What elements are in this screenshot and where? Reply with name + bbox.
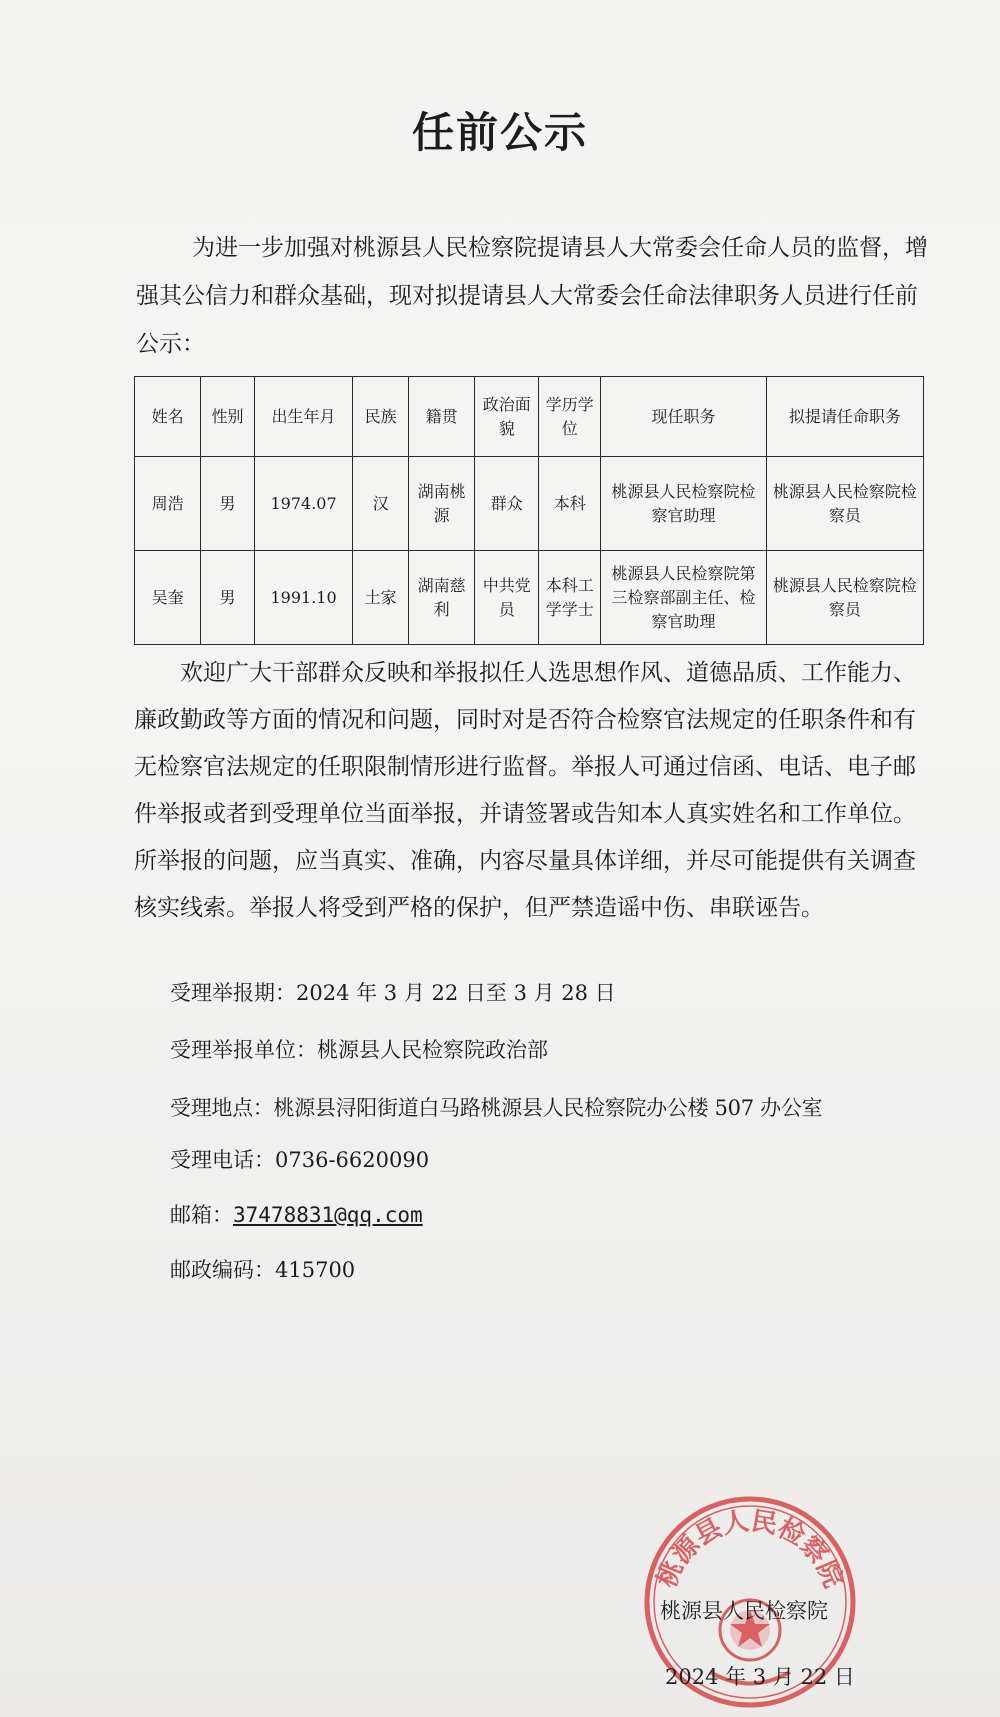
cell-native-place: 湖南慈利 xyxy=(409,551,475,645)
table-row xyxy=(135,551,924,645)
header-proposed-post: 拟提请任命职务 xyxy=(766,377,923,457)
header-gender: 性别 xyxy=(201,377,255,457)
cell-gender: 男 xyxy=(201,551,255,645)
cell-current-post: 桃源县人民检察院第三检察部副主任、检察官助理 xyxy=(601,551,766,645)
report-place-label: 受理地点： xyxy=(170,1096,274,1120)
report-phone-label: 受理电话： xyxy=(170,1148,275,1172)
cell-birth: 1991.10 xyxy=(254,551,352,645)
postcode-value: 415700 xyxy=(275,1258,356,1282)
document-title: 任前公示 xyxy=(411,108,588,157)
report-period-value: 2024 年 3 月 22 日至 3 月 28 日 xyxy=(296,981,616,1005)
cell-name: 吴奎 xyxy=(135,551,201,645)
candidate-table xyxy=(134,376,924,645)
email-link[interactable]: 37478831@qq.com xyxy=(233,1203,423,1227)
table-row xyxy=(135,457,924,551)
cell-birth: 1974.07 xyxy=(254,457,352,551)
header-name: 姓名 xyxy=(135,377,201,457)
header-ethnicity: 民族 xyxy=(353,377,409,457)
report-period-line xyxy=(170,977,616,1007)
postcode-label: 邮政编码： xyxy=(170,1258,275,1282)
svg-text:桃源县人民检察院 xyxy=(652,1506,848,1592)
email-label: 邮箱： xyxy=(170,1203,233,1227)
header-education: 学历学位 xyxy=(539,377,601,457)
report-place-line xyxy=(170,1092,822,1122)
intro-paragraph: 为进一步加强对桃源县人民检察院提请县人大常委会任命人员的监督，增强其公信力和群众基础，现对拟提请县人大常委会任命法律职务人员进行任前公示： xyxy=(136,235,928,357)
header-native-place: 籍贯 xyxy=(409,377,475,457)
cell-proposed-post: 桃源县人民检察院检察员 xyxy=(766,457,923,551)
cell-name: 周浩 xyxy=(135,457,201,551)
cell-proposed-post: 桃源县人民检察院检察员 xyxy=(766,551,923,645)
report-place-value: 桃源县浔阳街道白马路桃源县人民检察院办公楼 507 办公室 xyxy=(273,1096,823,1120)
signature-date: 2024 年 3 月 22 日 xyxy=(665,1665,855,1689)
cell-current-post: 桃源县人民检察院检察官助理 xyxy=(601,457,766,551)
report-phone-line xyxy=(170,1144,429,1174)
cell-education: 本科 xyxy=(539,457,601,551)
header-birth: 出生年月 xyxy=(254,377,352,457)
signature-org: 桃源县人民检察院 xyxy=(660,1599,828,1623)
report-unit-line xyxy=(170,1034,548,1064)
cell-gender: 男 xyxy=(201,457,255,551)
postcode-line xyxy=(170,1254,355,1284)
email-line xyxy=(170,1199,423,1229)
report-unit-value: 桃源县人民检察院政治部 xyxy=(317,1038,548,1062)
header-political-status: 政治面貌 xyxy=(475,377,539,457)
header-current-post: 现任职务 xyxy=(601,377,766,457)
report-unit-label: 受理举报单位： xyxy=(170,1038,317,1062)
body-paragraph: 欢迎广大干部群众反映和举报拟任人选思想作风、道德品质、工作能力、廉政勤政等方面的情况和问题，同时对是否符合检察官法规定的任职条件和有无检察官法规定的任职限制情形进行监督。举报人可通过信函、电话、电子邮件举报或者到受理单位当面举报，并请签署或告知本人真实姓名和工作单位。所举报的问题，应当真实、准确，内容尽量具体详细，并尽可能提供有关调查核实线索。举报人将受到严格的保护，但严禁造谣中伤、串联诬告。 xyxy=(134,660,916,921)
table-header-row xyxy=(135,377,924,457)
cell-education: 本科工学学士 xyxy=(539,551,601,645)
cell-ethnicity: 汉 xyxy=(353,457,409,551)
report-phone-value: 0736-6620090 xyxy=(275,1148,430,1172)
report-period-label: 受理举报期： xyxy=(170,981,296,1005)
cell-political-status: 中共党员 xyxy=(475,551,539,645)
seal-text: 桃源县人民检察院 xyxy=(651,1506,849,1593)
cell-political-status: 群众 xyxy=(475,457,539,551)
cell-ethnicity: 土家 xyxy=(353,551,409,645)
cell-native-place: 湖南桃源 xyxy=(409,457,475,551)
